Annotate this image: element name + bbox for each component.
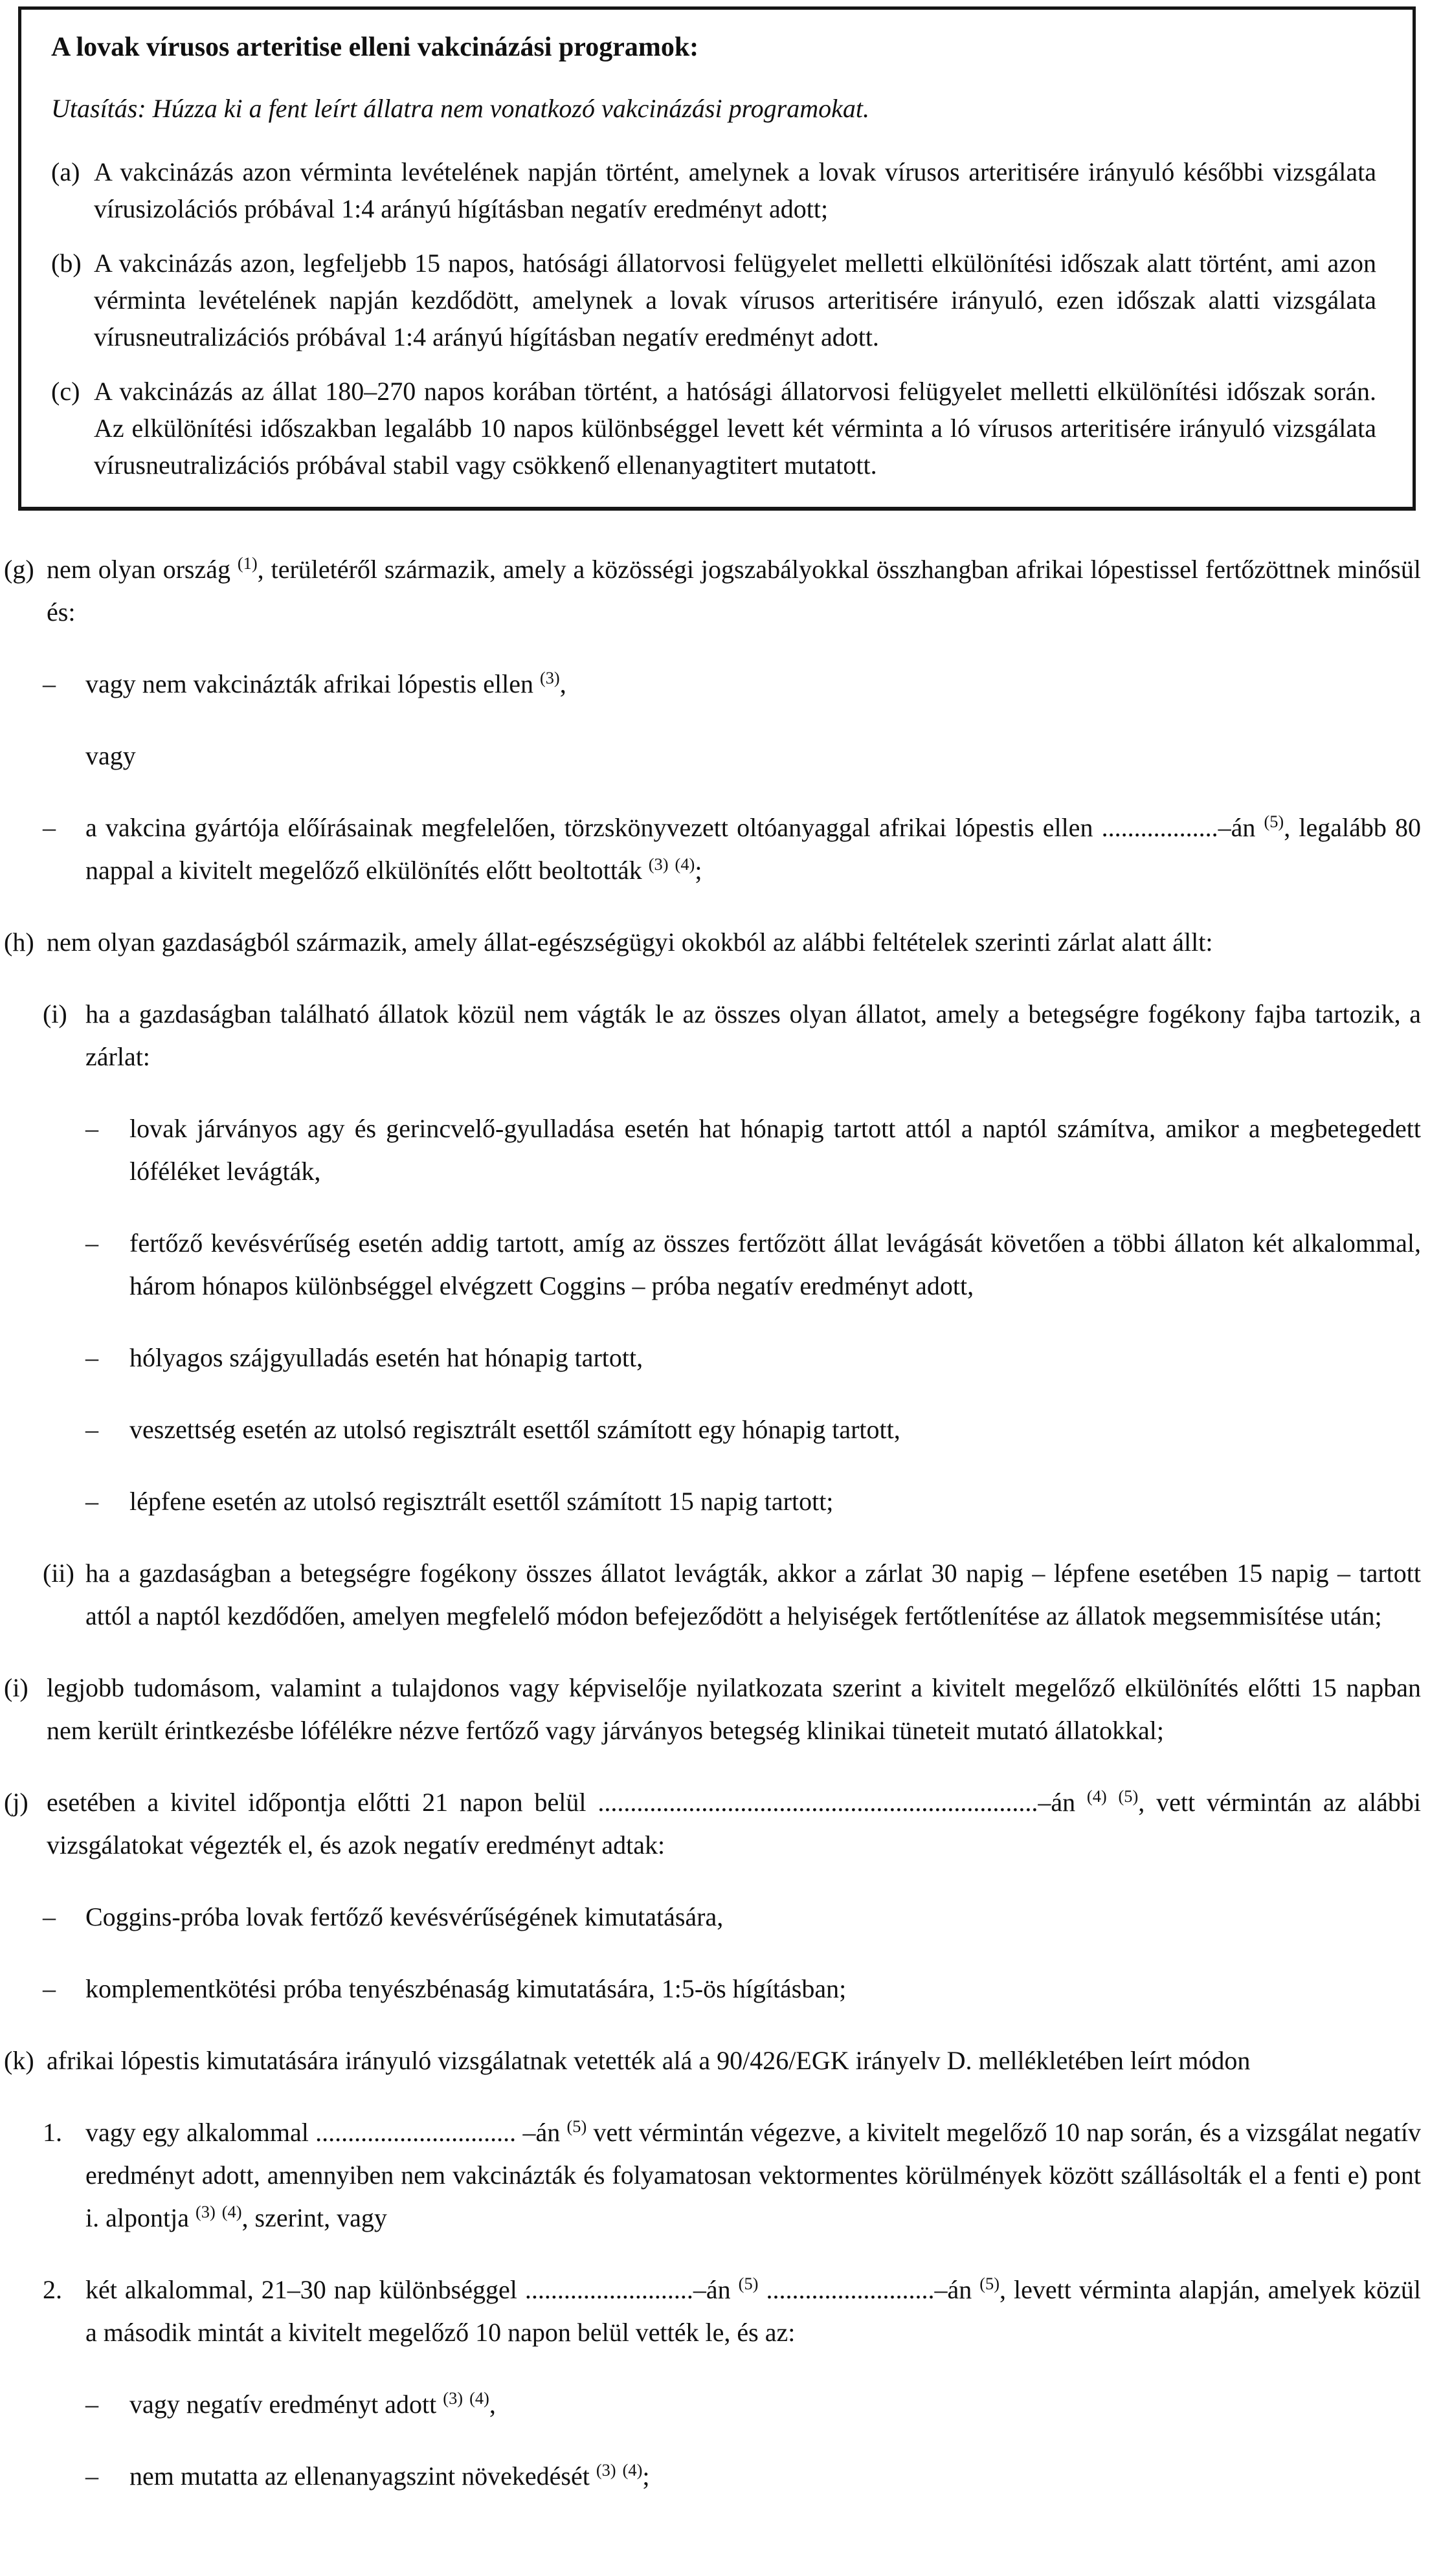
footnote-ref: (5) <box>566 2116 587 2137</box>
list-item <box>0 2383 1421 2426</box>
list-item <box>0 663 1421 705</box>
item-text: hólyagos szájgyulladás esetén hat hónapig tartott, <box>129 1342 643 1372</box>
list-item <box>0 1896 1421 1938</box>
footnote-ref: (3) <box>539 668 560 688</box>
item-label: (c) <box>51 376 80 406</box>
list-item <box>51 373 1376 483</box>
item-label: (h) <box>4 927 34 957</box>
footnote-ref: (5) <box>1118 1786 1139 1806</box>
item-label: – <box>85 1414 98 1444</box>
list-item <box>0 548 1421 634</box>
box-instruction: Utasítás: Húzza ki a fent leírt állatra nem vonatkozó vakcinázási programokat. <box>51 93 869 123</box>
item-label: – <box>43 812 56 842</box>
list-item <box>0 2111 1421 2239</box>
footnote-ref: (3) <box>596 2460 616 2480</box>
item-text: esetében a kivitel időpontja előtti 21 napon belül ....................................................................–án $^{(4)}$ $^{(5)}$, vett vérmintán az alábbi vizsgálatokat végezték el, és azok negatív eredményt adtak: <box>47 1786 1421 1860</box>
footnote-ref: (1) <box>237 553 258 573</box>
item-text: nem mutatta az ellenanyagszint növekedését $^{(3)}$ $^{(4)}$; <box>129 2460 650 2491</box>
item-label: – <box>85 2389 98 2419</box>
footnote-ref: (5) <box>979 2274 1000 2294</box>
item-text: veszettség esetén az utolsó regisztrált esettől számított egy hónapig tartott, <box>129 1414 900 1444</box>
list-item <box>51 245 1376 355</box>
footnote-ref: (4) <box>675 854 695 874</box>
list-item <box>0 993 1421 1078</box>
list-item <box>0 1667 1421 1752</box>
list-item <box>0 1408 1421 1451</box>
list-item <box>0 1781 1421 1867</box>
item-text: nem olyan ország $^{(1)}$, területéről származik, amely a közösségi jogszabályokkal összhangban afrikai lópestissel fertőzöttnek minősül és: <box>47 553 1421 627</box>
item-text: Coggins-próba lovak fertőző kevésvérűségének kimutatására, <box>85 1902 724 1931</box>
item-text: A vakcinázás azon vérminta levételének napján történt, amelynek a lovak vírusos arteritisére irányuló későbbi vizsgálata vírusizolációs próbával 1:4 arányú hígításban negatív eredményt adott; <box>94 157 1376 223</box>
item-label: (j) <box>4 1787 28 1817</box>
item-label: (g) <box>4 554 34 584</box>
item-text: ha a gazdaságban található állatok közül nem vágták le az összes olyan állatot, amely a betegségre fogékony fajba tartozik, a zárlat: <box>85 999 1421 1071</box>
item-text: afrikai lópestis kimutatására irányuló vizsgálatnak vetették alá a 90/426/EGK irányelv D. mellékletében leírt módon <box>47 2045 1251 2075</box>
item-label: (ii) <box>43 1558 74 1588</box>
footnote-ref: (4) <box>469 2388 489 2408</box>
list-item <box>0 2039 1421 2082</box>
document-item-list <box>0 548 1430 2498</box>
list-item <box>51 153 1376 227</box>
item-text: vagy <box>85 740 136 770</box>
box-item-list <box>51 153 1376 483</box>
box-title: A lovak vírusos arteritise elleni vakcinázási programok: <box>51 32 699 62</box>
item-label: – <box>85 1486 98 1516</box>
item-label: (i) <box>4 1672 28 1702</box>
item-text: nem olyan gazdaságból származik, amely állat-egészségügyi okokból az alábbi feltételek szerinti zárlat alatt állt: <box>47 927 1213 957</box>
list-item <box>0 806 1421 892</box>
list-item <box>0 2455 1421 2498</box>
item-label: (b) <box>51 248 82 278</box>
item-label: – <box>85 1113 98 1143</box>
list-item <box>0 921 1421 964</box>
item-text: vagy nem vakcinázták afrikai lópestis ellen $^{(3)}$, <box>85 668 566 698</box>
item-text: fertőző kevésvérűség esetén addig tartott, amíg az összes fertőzött állat levágását követően a többi állaton két alkalommal, három hónapos különbséggel elvégzett Coggins – próba negatív eredményt adott, <box>129 1228 1421 1300</box>
footnote-ref: (3) <box>648 854 669 874</box>
item-label: 2. <box>43 2274 62 2304</box>
item-label: 1. <box>43 2117 62 2147</box>
item-text: A vakcinázás azon, legfeljebb 15 napos, hatósági állatorvosi felügyelet melletti elkülönítési időszak alatt történt, ami azon vérminta levételének napján kezdődött, amelynek a lovak vírusos arteritisére irányuló, ezen időszak alatti vizsgálata vírusneutralizációs próbával 1:4 arányú hígításban negatív eredményt adott. <box>94 248 1376 351</box>
item-text: vagy egy alkalommal ............................... –án $^{(5)}$ vett vérmintán végezve, a kivitelt megelőző 10 nap során, és a vizsgálat negatív eredményt adott, amennyiben nem vakcinázták és folyamatosan vektormentes körülmények között szállásolták el a fenti e) pont i. alpontja $^{(3)}$ $^{(4)}$, szerint, vagy <box>85 2116 1421 2232</box>
footnote-ref: (3) <box>195 2202 216 2222</box>
item-label: – <box>85 2461 98 2491</box>
item-text: ha a gazdaságban a betegségre fogékony összes állatot levágták, akkor a zárlat 30 napig – lépfene esetében 15 napig – tartott attól a naptól kezdődően, amelyen megfelelő módon befejeződött a helyiségek fertőtlenítése az állatok megsemmisítése után; <box>85 1558 1421 1630</box>
item-label: – <box>85 1228 98 1258</box>
list-item <box>0 2269 1421 2354</box>
item-label: – <box>43 1973 56 2003</box>
item-text: vagy negatív eredményt adott $^{(3)}$ $^{(4)}$, <box>129 2388 496 2419</box>
list-item <box>0 1222 1421 1307</box>
item-label: – <box>85 1342 98 1372</box>
footnote-ref: (5) <box>1264 812 1284 832</box>
item-label: (i) <box>43 999 67 1028</box>
item-label: (k) <box>4 2045 34 2075</box>
footnote-ref: (3) <box>443 2388 464 2408</box>
footnote-ref: (4) <box>1086 1786 1107 1806</box>
list-item <box>0 1480 1421 1523</box>
item-text: A vakcinázás az állat 180–270 napos korában történt, a hatósági állatorvosi felügyelet melletti elkülönítési időszak során. Az elkülönítési időszakban legalább 10 napos különbséggel levett két vérminta a ló vírusos arteritisére irányuló vizsgálata vírusneutralizációs próbával stabil vagy csökkenő ellenanyagtitert mutatott. <box>94 376 1376 480</box>
item-text: lépfene esetén az utolsó regisztrált esettől számított 15 napig tartott; <box>129 1486 834 1516</box>
list-item <box>0 1337 1421 1379</box>
item-label: – <box>43 669 56 698</box>
item-text: komplementkötési próba tenyészbénaság kimutatására, 1:5-ös hígításban; <box>85 1973 847 2003</box>
footnote-ref: (4) <box>221 2202 242 2222</box>
item-text: legjobb tudomásom, valamint a tulajdonos vagy képviselője nyilatkozata szerint a kivitelt megelőző elkülönítés előtti 15 napban nem került érintkezésbe lófélékre nézve fertőző vagy járványos betegség klinikai tüneteit mutató állatokkal; <box>47 1672 1421 1745</box>
list-item <box>0 1552 1421 1638</box>
item-label <box>43 735 85 777</box>
item-text: a vakcina gyártója előírásainak megfelelően, törzskönyvezett oltóanyaggal afrikai lópestis ellen ..................–án $^{(5)}$, legalább 80 nappal a kivitelt megelőző elkülönítés előtt beoltották $^{(3)}$ $^{(4)}$; <box>85 812 1421 885</box>
item-label: – <box>43 1902 56 1931</box>
item-label: (a) <box>51 157 80 186</box>
list-item <box>0 735 1421 777</box>
item-text: két alkalommal, 21–30 nap különbséggel ..........................–án $^{(5)}$ ..........................–án $^{(5)}$, levett vérminta alapján, amelyek közül a második mintát a kivitelt megelőző 10 napon belül vették le, és az: <box>85 2274 1422 2347</box>
vaccination-program-box <box>18 6 1416 511</box>
list-item <box>0 1107 1421 1193</box>
footnote-ref: (4) <box>622 2460 643 2480</box>
item-text: lovak járványos agy és gerincvelő-gyulladása esetén hat hónapig tartott attól a naptól számítva, amikor a megbetegedett lóféléket levágták, <box>129 1113 1421 1186</box>
list-item <box>0 1968 1421 2010</box>
footnote-ref: (5) <box>738 2274 759 2294</box>
